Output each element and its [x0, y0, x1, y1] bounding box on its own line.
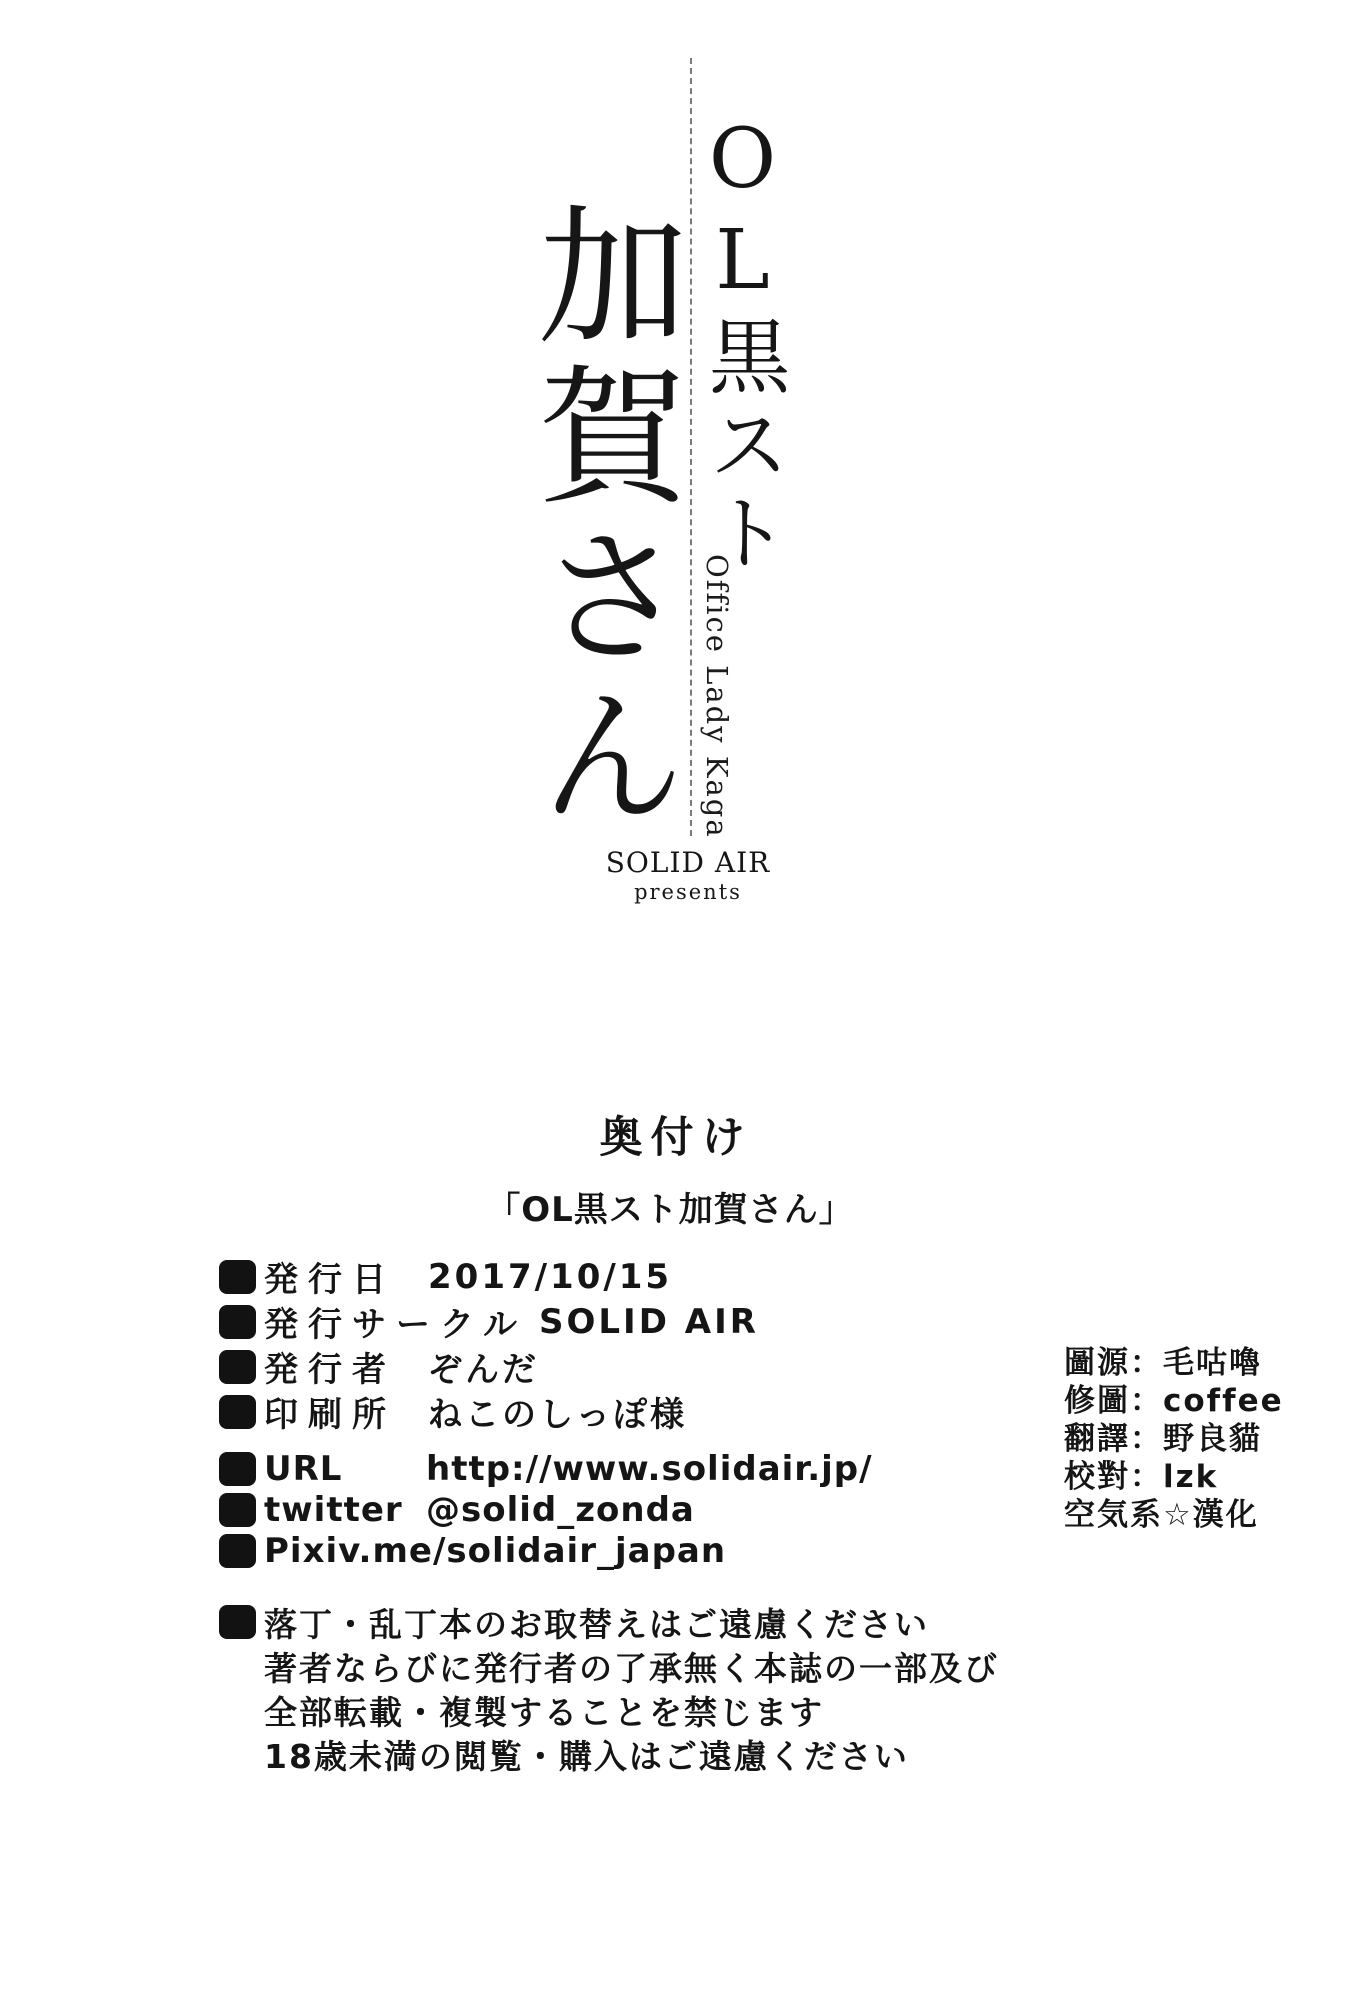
info-label: 発行サークル: [264, 1305, 527, 1345]
info-label: 印刷所: [264, 1395, 396, 1435]
bullet-square-icon: [219, 1395, 256, 1429]
info-value: 2017/10/15: [428, 1256, 673, 1297]
colophon-heading: 奥付け: [599, 1113, 753, 1163]
twitter-row: [219, 1489, 873, 1530]
publication-info-row: [219, 1254, 759, 1299]
publication-info-list: [219, 1254, 759, 1434]
bullet-square-icon: [219, 1452, 256, 1486]
bullet-square-icon: [219, 1305, 256, 1339]
main-title-vertical: 加賀さん: [512, 198, 686, 838]
bullet-square-icon: [219, 1350, 256, 1384]
link-label: URL: [264, 1448, 343, 1489]
notice-list: [219, 1600, 999, 1776]
url-row: [219, 1448, 873, 1489]
bullet-square-icon: [219, 1605, 256, 1639]
publication-info-row: [219, 1389, 759, 1434]
pixiv-row: [219, 1530, 873, 1571]
notice-line: [219, 1688, 999, 1732]
links-list: [219, 1448, 873, 1571]
notice-line: [219, 1644, 999, 1688]
info-label: 発行日: [264, 1260, 396, 1300]
publication-info-row: [219, 1299, 759, 1344]
info-value: ねこのしっぽ様: [428, 1395, 687, 1435]
circle-presents-block: [588, 846, 788, 904]
notice-line: [219, 1732, 999, 1776]
info-value: ぞんだ: [428, 1350, 539, 1390]
subtitle-office-lady-kaga: Office Lady Kaga: [699, 554, 734, 839]
credit-line: 校對：lzk: [1064, 1459, 1219, 1495]
credit-line: 修圖：coffee: [1064, 1383, 1284, 1419]
circle-name: SOLID AIR: [605, 846, 771, 879]
bullet-square-icon: [219, 1493, 256, 1527]
website-url: http://www.solidair.jp/: [426, 1448, 873, 1489]
bullet-square-icon: [219, 1534, 256, 1568]
credit-line: 空気系☆漢化: [1064, 1497, 1259, 1533]
pixiv-url: Pixiv.me/solidair_japan: [264, 1530, 727, 1571]
book-title-quoted: 「OL黒スト加賀さん」: [486, 1190, 854, 1230]
presents-label: presents: [634, 880, 742, 904]
notice-line: [219, 1600, 999, 1644]
credit-line: 翻譯：野良貓: [1064, 1421, 1262, 1457]
info-label: 発行者: [264, 1350, 396, 1390]
credit-line: 圖源：毛咕嚕: [1064, 1345, 1262, 1381]
series-title-vertical: OL黒スト: [695, 112, 790, 578]
scanlation-credits: [1064, 1344, 1284, 1534]
twitter-handle: @solid_zonda: [426, 1489, 695, 1530]
link-label: twitter: [264, 1489, 403, 1530]
publication-info-row: [219, 1344, 759, 1389]
bullet-square-icon: [219, 1260, 256, 1294]
title-divider-line: [690, 58, 692, 836]
notice-text: 落丁・乱丁本のお取替えはご遠慮ください: [264, 1604, 929, 1644]
notice-text: 全部転載・複製することを禁じます: [264, 1692, 824, 1732]
notice-text: 18歳未満の閲覧・購入はご遠慮ください: [264, 1736, 909, 1776]
info-value: SOLID AIR: [538, 1301, 759, 1342]
notice-text: 著者ならびに発行者の了承無く本誌の一部及び: [264, 1648, 999, 1688]
